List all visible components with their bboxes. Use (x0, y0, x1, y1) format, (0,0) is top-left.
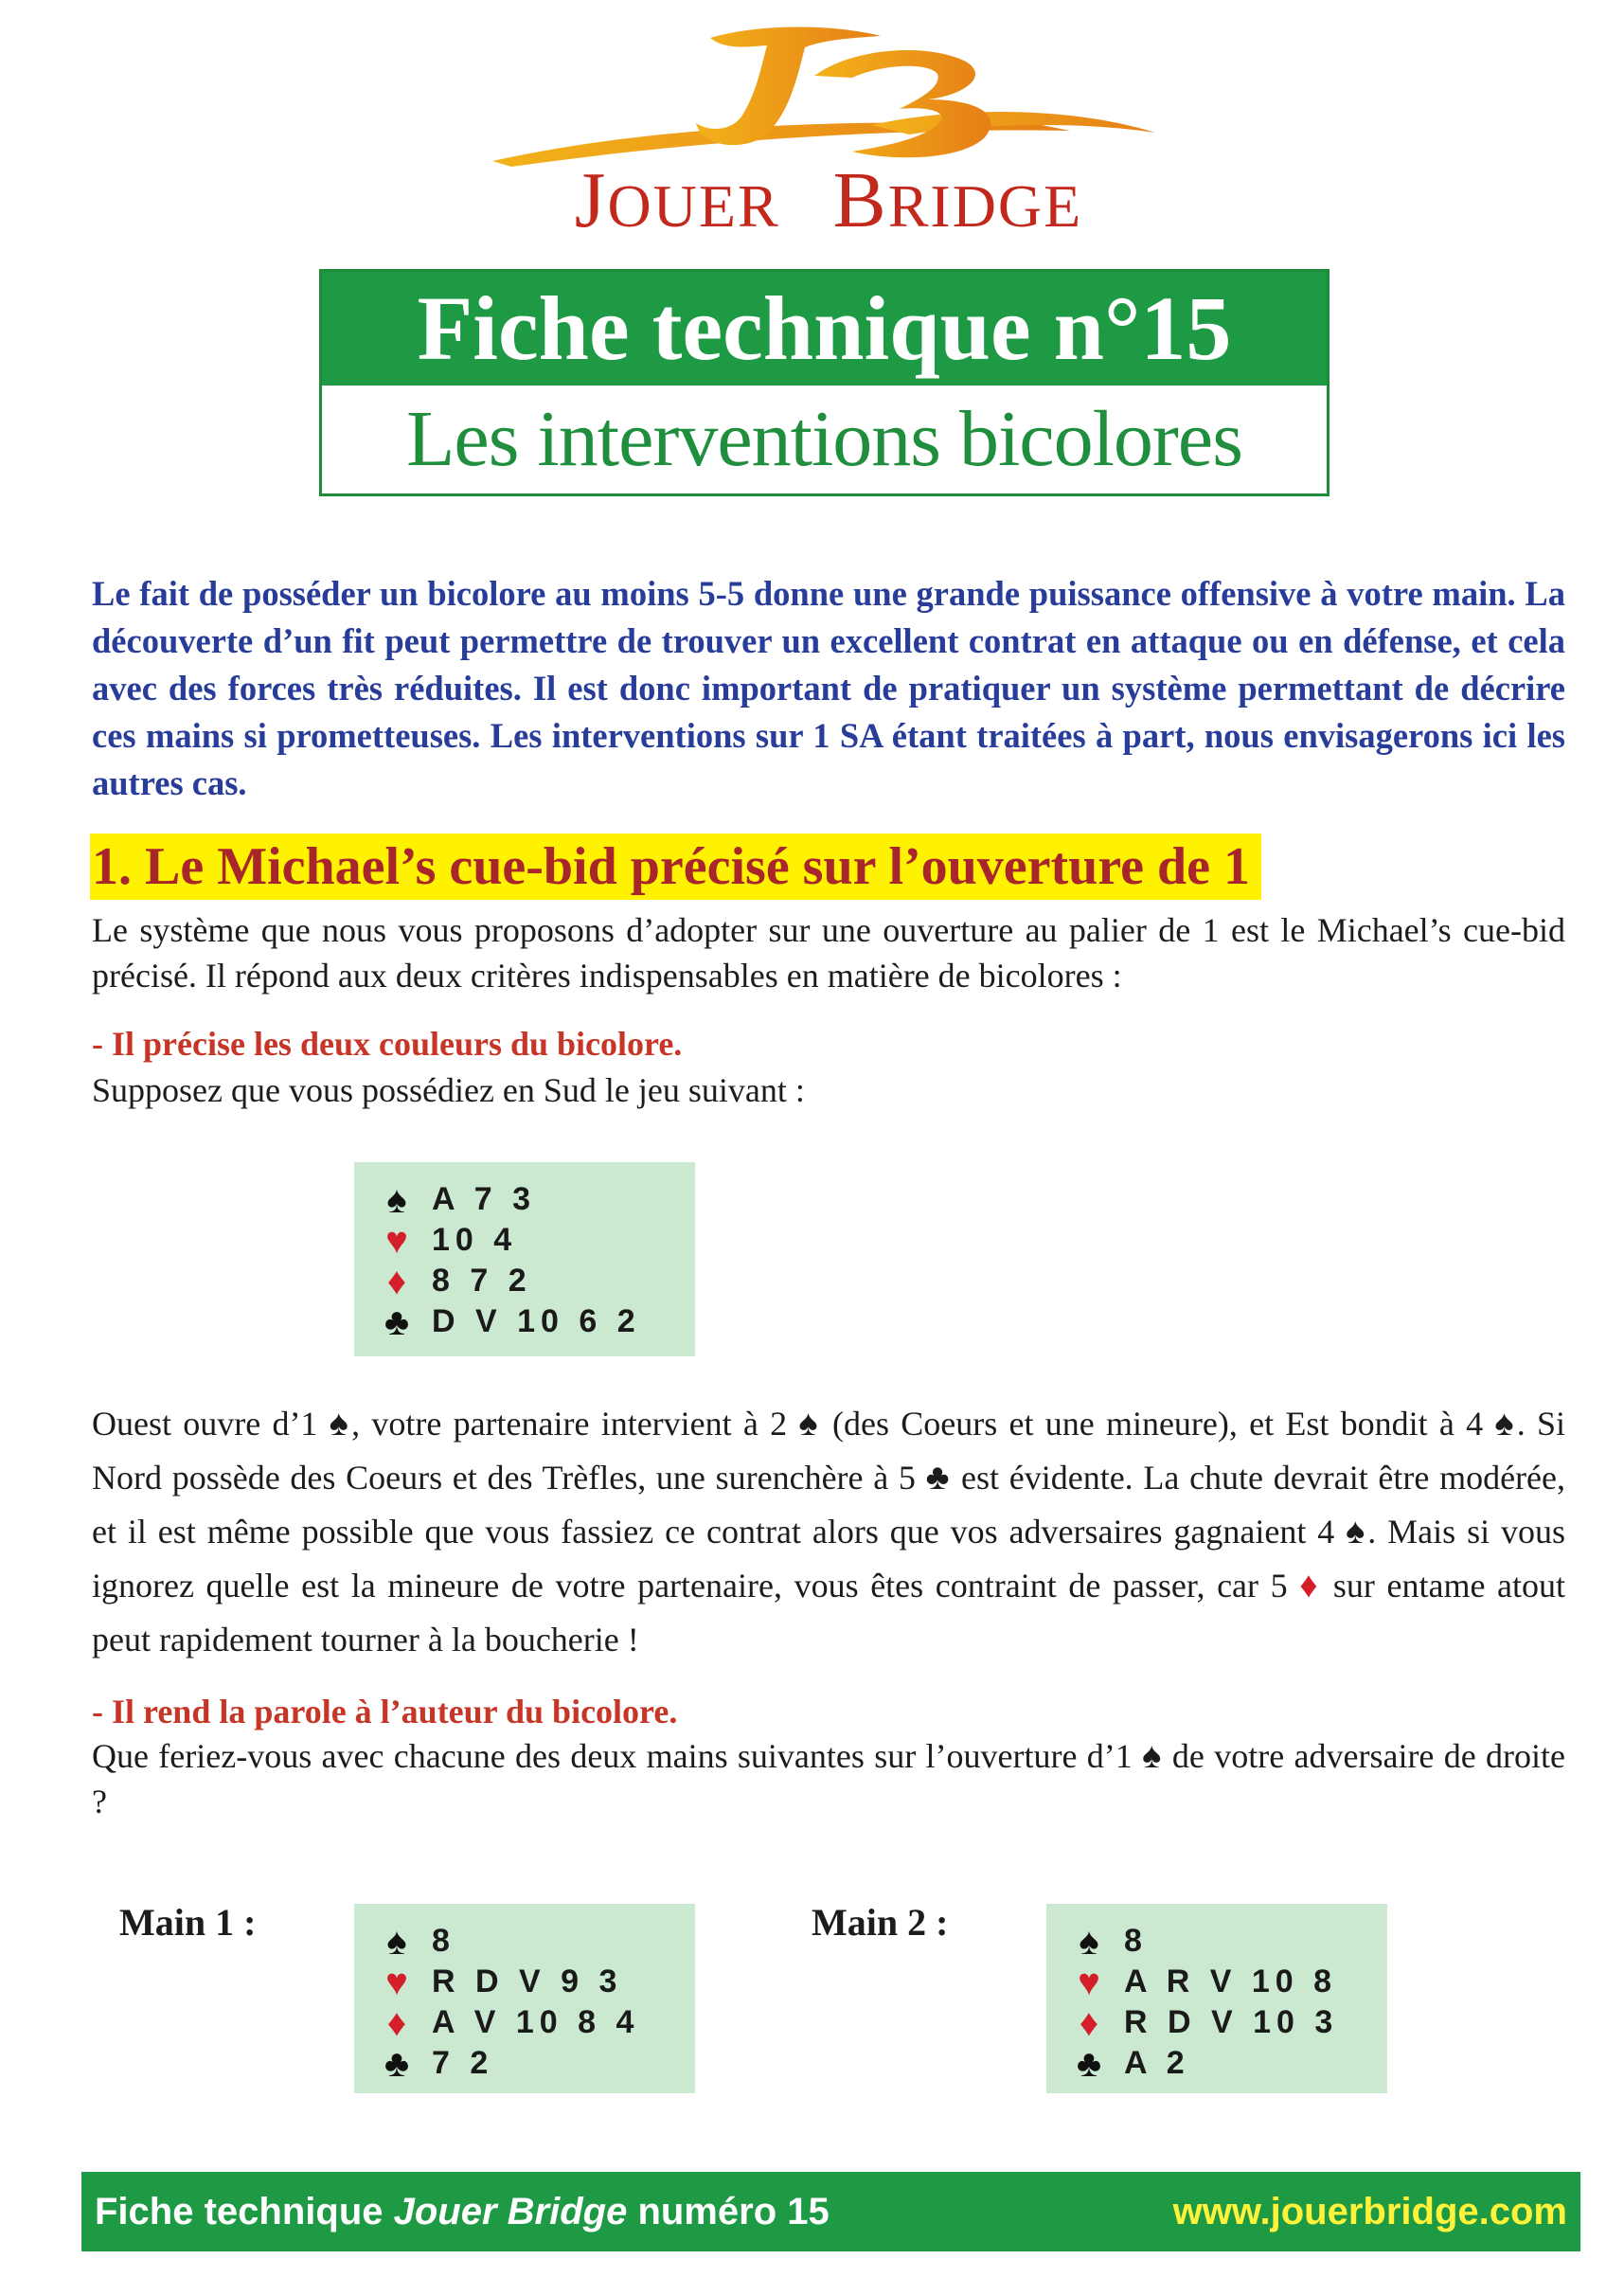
hand-row-spades: ♠ A 7 3 (373, 1179, 695, 1220)
hand-row-diamonds: ♦ 8 7 2 (373, 1261, 695, 1301)
hand-row-hearts: ♥ R D V 9 3 (373, 1962, 695, 2002)
logo-wordmark: JOUER BRIDGE (574, 156, 1083, 244)
footer-bar (81, 2172, 1580, 2251)
heart-icon: ♥ (385, 1961, 408, 2003)
title-box (319, 269, 1330, 496)
club-icon: ♣ (384, 1300, 410, 1343)
spade-icon: ♠ (1079, 1920, 1099, 1963)
spade-icon: ♠ (386, 1920, 407, 1963)
main2-hand (1046, 1904, 1387, 2093)
point-title: - Il précise les deux couleurs du bicolore. (92, 1025, 683, 1063)
page-subtitle: Les interventions bicolores (406, 395, 1242, 483)
spade-icon: ♠ (1494, 1404, 1517, 1443)
hand-row-spades: ♠ 8 (373, 1921, 695, 1962)
hand-row-diamonds: ♦ R D V 10 3 (1065, 2002, 1387, 2043)
point-title: - Il rend la parole à l’auteur du bicolore. (92, 1693, 678, 1730)
main1-label: Main 1 : (119, 1901, 257, 1944)
jb-monogram-icon (473, 19, 1174, 170)
main1-hand (354, 1904, 695, 2093)
hand-row-hearts: ♥ 10 4 (373, 1220, 695, 1261)
club-icon: ♣ (1076, 2042, 1102, 2085)
hand-row-clubs: ♣ A 2 (1065, 2043, 1387, 2084)
diamond-icon: ♦ (386, 2001, 407, 2044)
footer-url-link[interactable]: www.jouerbridge.com (1172, 2191, 1567, 2232)
diamond-icon: ♦ (1079, 2001, 1099, 2044)
hand-row-hearts: ♥ A R V 10 8 (1065, 1962, 1387, 2002)
page-title: Fiche technique n°15 (322, 272, 1327, 385)
heart-icon: ♥ (1078, 1961, 1100, 2003)
hand-row-spades: ♠ 8 (1065, 1921, 1387, 1962)
spade-icon: ♠ (329, 1404, 352, 1443)
jouer-bridge-logo (473, 19, 1174, 244)
spade-icon: ♠ (1142, 1736, 1163, 1776)
hand-row-clubs: ♣ D V 10 6 2 (373, 1301, 695, 1342)
spade-icon: ♠ (798, 1404, 821, 1443)
intro-paragraph: Le fait de posséder un bicolore au moins 5-5 donne une grande puissance offensive à votre main. La découverte d’un fit peut permettre de trouver un excellent contrat en attaque ou en défense, et cela avec des forces très réduites. Il est donc important de pratiquer un système permettant de décrire ces mains si prometteuses. Les interventions sur 1 SA étant traitées à part, nous envisagerons ici les autres cas. (92, 574, 1565, 802)
example-paragraph: Ouest ouvre d’1 ♠, votre partenaire intervient à 2 ♠ (des Coeurs et une mineure), et Est bondit à 4 ♠. Si Nord possède des Coeurs et des Trèfles, une surenchère à 5 ♣ est évidente. La chute devrait être modérée, et il est même possible que vous fassiez ce contrat alors que vos adversaires gagnaient 4 ♠. Mais si vous ignorez quelle est la mineure de votre partenaire, vous êtes contraint de passer, car 5 ♦ sur entame atout peut rapidement tourner à la boucherie ! (92, 1404, 1566, 1658)
spade-icon: ♠ (386, 1178, 407, 1221)
footer-caption: Fiche technique Jouer Bridge numéro 15 (95, 2191, 830, 2232)
section-heading: 1. Le Michael’s cue-bid précisé sur l’ouverture de 1 (90, 834, 1261, 900)
point-text: Que feriez-vous avec chacune des deux mains suivantes sur l’ouverture d’1 ♠ de votre adversaire de droite ? (92, 1736, 1565, 1820)
club-icon: ♣ (384, 2042, 410, 2085)
section-paragraph: Le système que nous vous proposons d’adopter sur une ouverture au palier de 1 est le Michael’s cue-bid précisé. Il répond aux deux critères indispensables en matière de bicolores : (92, 911, 1565, 995)
example-hand (354, 1162, 695, 1356)
heart-icon: ♥ (385, 1219, 408, 1262)
main2-label: Main 2 : (812, 1901, 949, 1944)
hand-row-diamonds: ♦ A V 10 8 4 (373, 2002, 695, 2043)
diamond-icon: ♦ (1299, 1566, 1322, 1605)
club-icon: ♣ (925, 1458, 952, 1497)
spade-icon: ♠ (1346, 1512, 1368, 1551)
point-text: Supposez que vous possédiez en Sud le jeu suivant : (92, 1071, 805, 1109)
diamond-icon: ♦ (386, 1260, 407, 1302)
hand-row-clubs: ♣ 7 2 (373, 2043, 695, 2084)
